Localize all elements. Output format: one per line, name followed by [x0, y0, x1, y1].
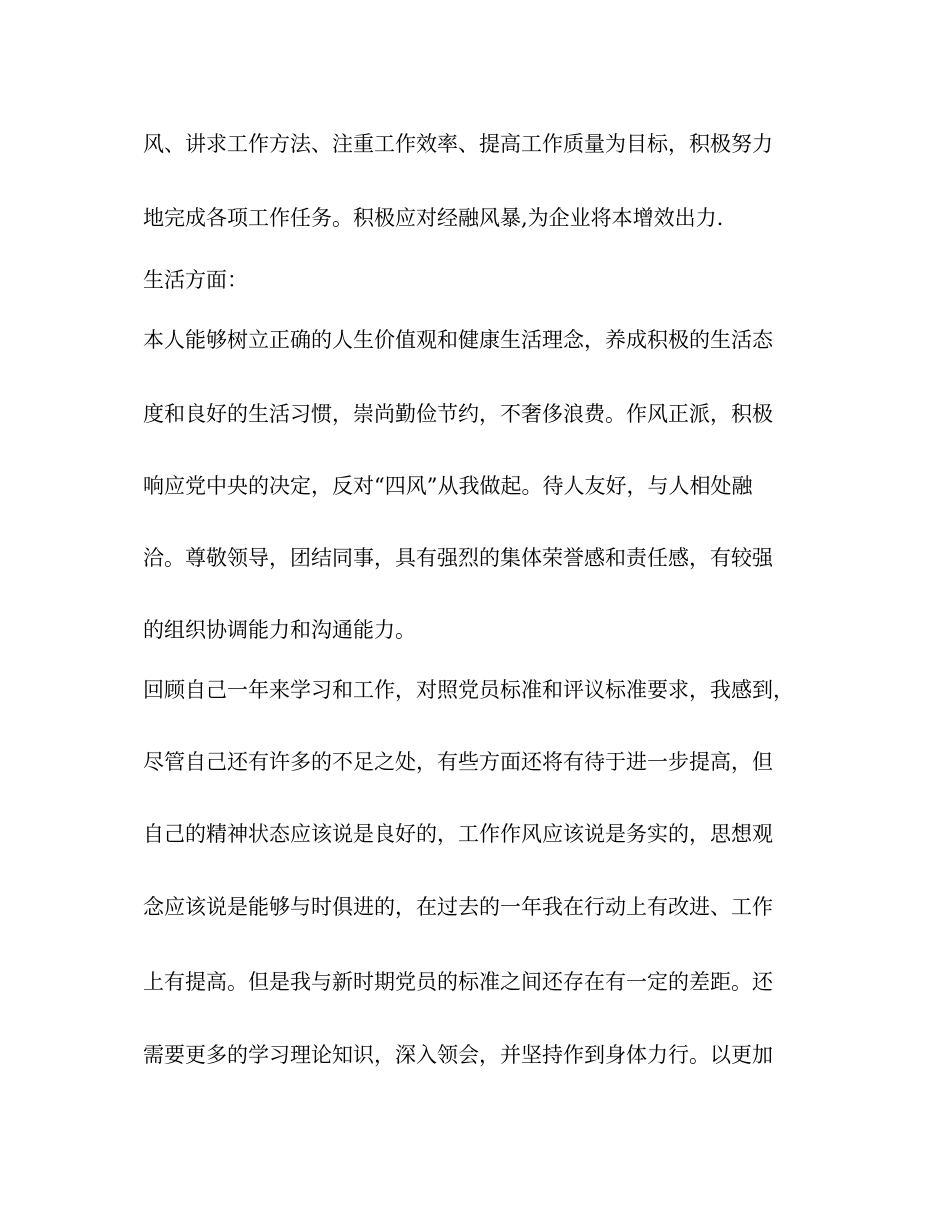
text-line: 回顾自己一年来学习和工作，对照党员标准和评议标准要求，我感到，: [143, 678, 794, 702]
text-line: 尽管自己还有许多的不足之处，有些方面还将有待于进一步提高，但: [143, 750, 773, 774]
text-line: 风、讲求工作方法、注重工作效率、提高工作质量为目标，积极努力: [143, 132, 773, 156]
text-line: 度和良好的生活习惯，崇尚勤俭节约，不奢侈浪费。作风正派，积极: [143, 402, 773, 426]
text-line: 需要更多的学习理论知识，深入领会，并坚持作到身体力行。以更加: [143, 1043, 773, 1067]
text-line: 自己的精神状态应该说是良好的，工作作风应该说是务实的，思想观: [143, 822, 773, 846]
text-line: 上有提高。但是我与新时期党员的标准之间还存在有一定的差距。还: [143, 970, 773, 994]
text-line: 洽。尊敬领导，团结同事，具有强烈的集体荣誉感和责任感，有较强: [143, 546, 773, 570]
text-line: 地完成各项工作任务。积极应对经融风暴,为企业将本增效出力.: [143, 206, 724, 230]
text-line: 的组织协调能力和沟通能力。: [143, 618, 416, 642]
text-line: 念应该说是能够与时俱进的，在过去的一年我在行动上有改进、工作: [143, 895, 773, 919]
text-line: 响应党中央的决定，反对“四风”从我做起。待人友好，与人相处融: [143, 474, 753, 498]
text-line: 本人能够树立正确的人生价值观和健康生活理念，养成积极的生活态: [143, 328, 773, 352]
section-heading: 生活方面：: [143, 268, 248, 292]
